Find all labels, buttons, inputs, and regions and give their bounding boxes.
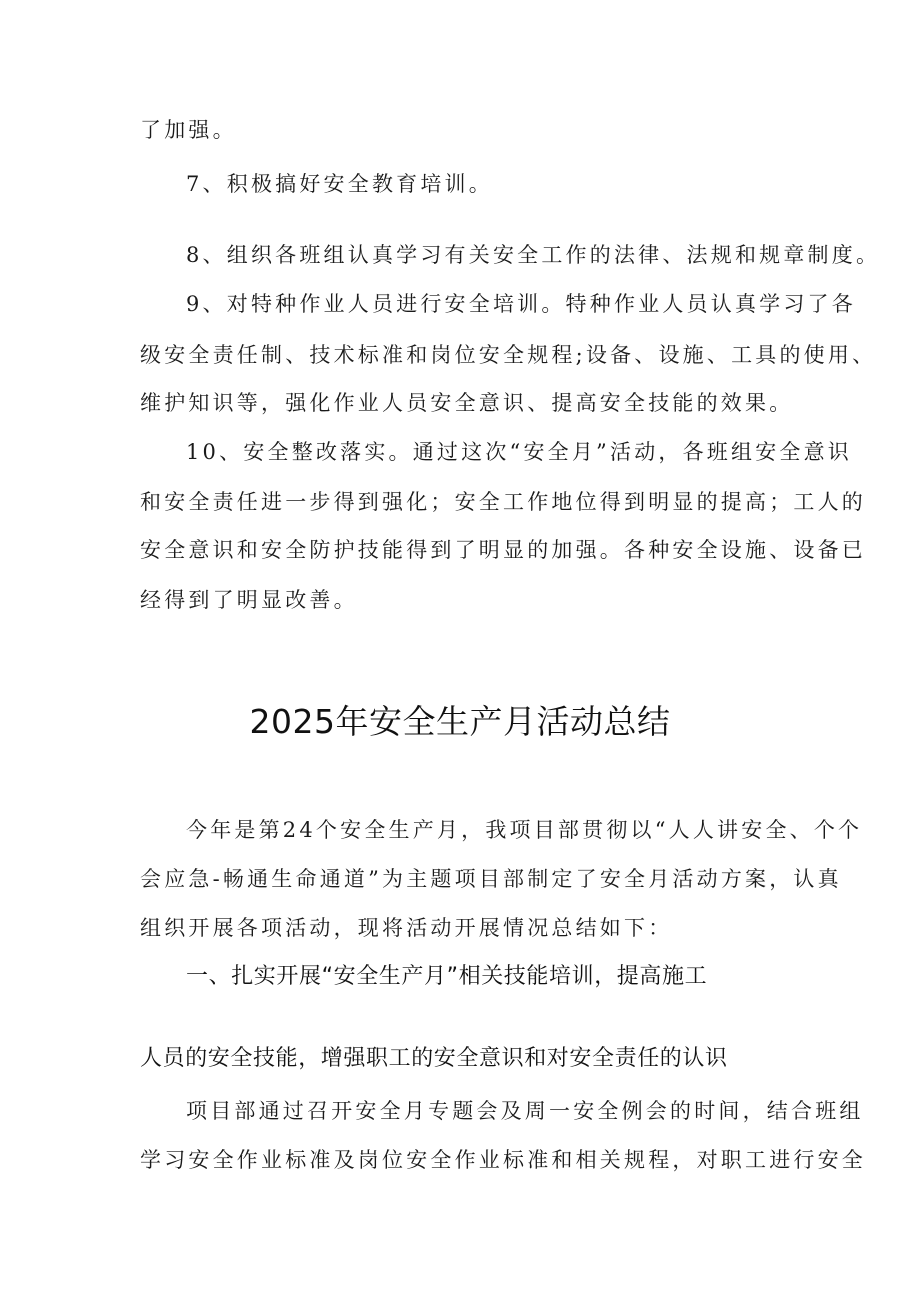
body-line: 项目部通过召开安全月专题会及周一安全例会的时间，结合班组 xyxy=(186,1099,864,1123)
paragraph-line: 经得到了明显改善。 xyxy=(140,588,358,612)
list-item-8: 8、组织各班组认真学习有关安全工作的法律、法规和规章制度。 xyxy=(186,243,881,267)
body-line: 学习安全作业标准及岗位安全作业标准和相关规程，对职工进行安全 xyxy=(140,1148,866,1172)
paragraph-line: 级安全责任制、技术标准和岗位安全规程;设备、设施、工具的使用、 xyxy=(140,343,877,367)
paragraph-line: 和安全责任进一步得到强化；安全工作地位得到明显的提高；工人的 xyxy=(140,490,866,514)
document-title: 2025年安全生产月活动总结 xyxy=(249,702,671,741)
section-heading: 一、扎实开展“安全生产月”相关技能培训，提高施工 xyxy=(186,964,708,989)
intro-line: 组织开展各项活动，现将活动开展情况总结如下： xyxy=(140,916,673,940)
list-item-9: 9、对特种作业人员进行安全培训。特种作业人员认真学习了各 xyxy=(186,292,856,316)
intro-line: 会应急-畅通生命通道”为主题项目部制定了安全月活动方案，认真 xyxy=(140,867,842,891)
list-item-7: 7、积极搞好安全教育培训。 xyxy=(186,172,493,196)
section-heading: 人员的安全技能，增强职工的安全意识和对安全责任的认识 xyxy=(140,1046,728,1071)
paragraph-line: 安全意识和安全防护技能得到了明显的加强。各种安全设施、设备已 xyxy=(140,538,866,562)
paragraph-line: 了加强。 xyxy=(140,118,237,142)
paragraph-line: 维护知识等，强化作业人员安全意识、提高安全技能的效果。 xyxy=(140,391,794,415)
intro-line: 今年是第24个安全生产月，我项目部贯彻以“人人讲安全、个个 xyxy=(186,818,863,842)
list-item-10: 10、安全整改落实。通过这次“安全月”活动，各班组安全意识 xyxy=(186,440,852,464)
